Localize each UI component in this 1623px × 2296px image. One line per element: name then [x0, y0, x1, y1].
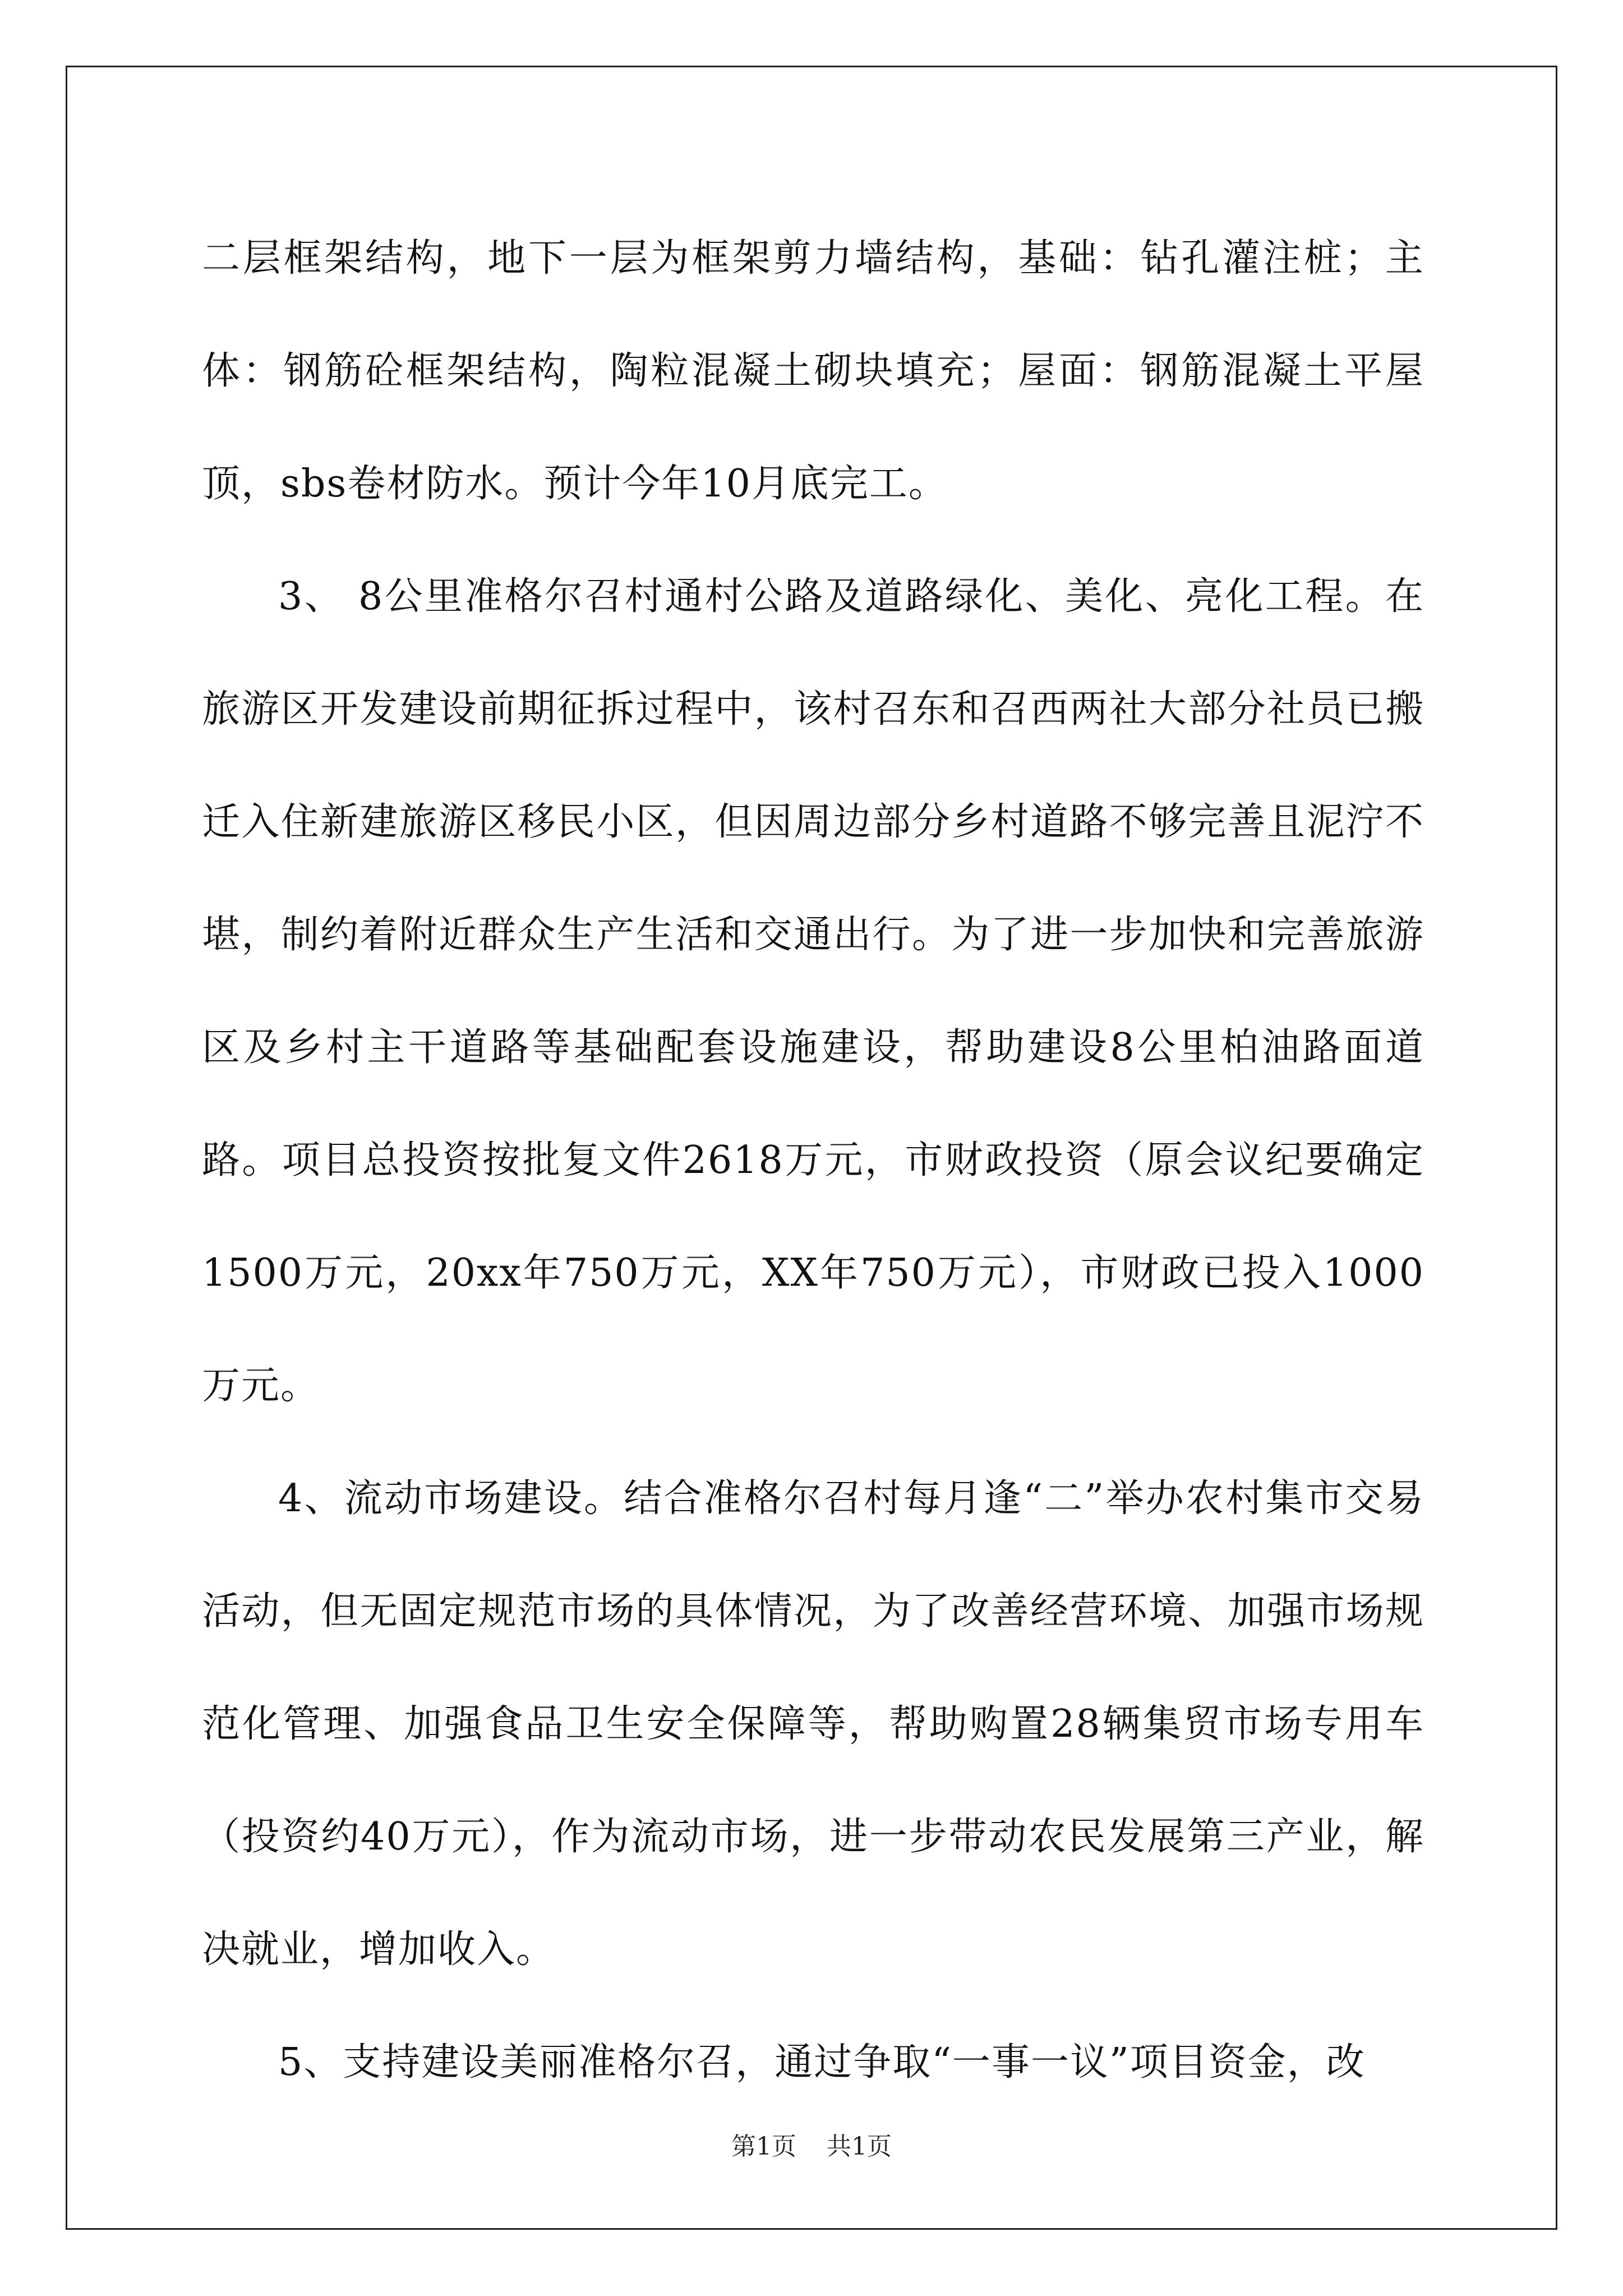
paragraph-structure-description: 二层框架结构，地下一层为框架剪力墙结构，基础：钻孔灌注桩；主体：钢筋砼框架结构，陶粒混凝土砌块填充；屋面：钢筋混凝土平屋顶，sbs卷材防水。预计今年10月底完工。	[202, 236, 1424, 506]
paragraph-road-project: 3、 8公里准格尔召村通村公路及道路绿化、美化、亮化工程。在旅游区开发建设前期征拆过程中，该村召东和召西两社大部分社员已搬迁入住新建旅游区移民小区，但因周边部分乡村道路不够完善且泥泞不堪，制约着附近群众生产生活和交通出行。为了进一步加快和完善旅游区及乡村主干道路等基础配套设施建设，帮助建设8公里柏油路面道路。项目总投资按批复文件2618万元，市财政投资（原会议纪要确定1500万元，20xx年750万元，XX年750万元），市财政已投入1000万元。	[202, 574, 1424, 1408]
page-number-current: 第1页	[731, 2132, 796, 2161]
paragraph-beautiful-village: 5、支持建设美丽准格尔召，通过争取“一事一议”项目资金，改	[278, 2040, 1366, 2085]
document-body	[202, 202, 1424, 2119]
page-number-total: 共1页	[827, 2132, 892, 2161]
paragraph-mobile-market: 4、流动市场建设。结合准格尔召村每月逢“二”举办农村集市交易活动，但无固定规范市场的具体情况，为了改善经营环境、加强市场规范化管理、加强食品卫生安全保障等，帮助购置28辆集贸市场专用车（投资约40万元），作为流动市场，进一步带动农民发展第三产业，解决就业，增加收入。	[202, 1476, 1424, 1972]
page-footer	[0, 2126, 1623, 2162]
